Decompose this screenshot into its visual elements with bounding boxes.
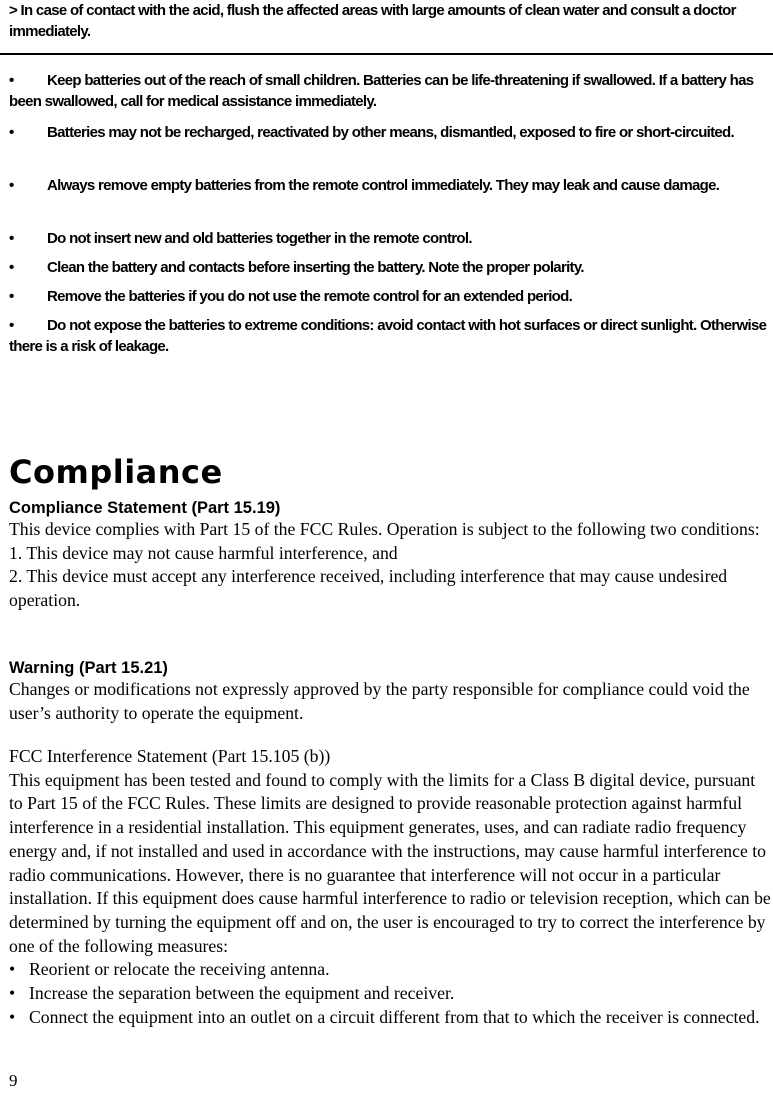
bullet-mark: •: [9, 317, 14, 334]
fcc-interference-body: This equipment has been tested and found to comply with the limits for a Class B digital device, pursuant to Part 15 of the FCC Rules. These limits are designed to provide reasonable protection against harmful interference in a residential installation. This equipment generates, uses, and can radiate radio frequency energy and, if not installed and used in accordance with the instructions, may cause harmful interference to radio communications. However, there is no guarantee that interference will not occur in a particular installation. If this equipment does cause harmful interference to radio or television reception, which can be determined by turning the equipment off and on, the user is encouraged to try to correct the interference by one of the following measures:: [9, 769, 771, 956]
battery-warning-2: [9, 122, 769, 143]
measure-text: Connect the equipment into an outlet on a circuit different from that to which the receiver is connected.: [29, 1006, 760, 1027]
bullet-mark: •: [9, 288, 14, 305]
fcc-interference-title: FCC Interference Statement (Part 15.105 (b)): [9, 746, 331, 766]
battery-warning-7: [9, 315, 769, 357]
measure-text: Reorient or relocate the receiving antenna.: [29, 959, 330, 980]
warning-title: Warning (Part 15.21): [9, 659, 168, 677]
battery-warning-4: [9, 228, 769, 249]
measure-item: [9, 982, 773, 1006]
battery-warning-1: [9, 70, 769, 112]
bullet-mark: •: [9, 230, 14, 247]
acid-contact-note: > In case of contact with the acid, flush the affected areas with large amounts of clean water and consult a doctor immediately.: [9, 2, 736, 40]
bullet-mark: •: [9, 124, 14, 141]
battery-warning-5: [9, 257, 769, 278]
warning-body: Changes or modifications not expressly approved by the party responsible for compliance could void the user’s authority to operate the equipment.: [9, 679, 750, 723]
bullet-mark: •: [9, 72, 14, 89]
measure-item: [9, 958, 773, 982]
battery-warning-text: Do not expose the batteries to extreme conditions: avoid contact with hot surfaces or direct sunlight. Otherwise there is a risk of leakage.: [9, 317, 767, 355]
compliance-statement-title: Compliance Statement (Part 15.19): [9, 499, 281, 517]
statement-intro: This device complies with Part 15 of the FCC Rules. Operation is subject to the following two conditions:: [9, 519, 760, 539]
battery-warning-text: Always remove empty batteries from the remote control immediately. They may leak and cause damage.: [47, 177, 720, 194]
fcc-interference-section: [9, 745, 773, 1029]
condition-2: 2. This device must accept any interference received, including interference that may cause undesired operation.: [9, 566, 728, 611]
battery-warning-text: Clean the battery and contacts before inserting the battery. Note the proper polarity.: [47, 259, 584, 276]
battery-warning-3: [9, 175, 769, 196]
battery-warning-text: Do not insert new and old batteries together in the remote control.: [47, 230, 472, 247]
battery-warning-text: Remove the batteries if you do not use the remote control for an extended period.: [47, 288, 573, 305]
measure-text: Increase the separation between the equipment and receiver.: [29, 983, 455, 1004]
battery-warning-6: [9, 286, 769, 307]
bullet-mark: •: [9, 1006, 16, 1027]
condition-1: 1. This device may not cause harmful interference, and: [9, 542, 398, 563]
section-divider: [0, 53, 773, 55]
battery-warning-text: Keep batteries out of the reach of small children. Batteries can be life-threatening if swallowed. If a battery has been swallowed, call for medical assistance immediately.: [9, 72, 754, 110]
bullet-mark: •: [9, 259, 14, 276]
compliance-heading: Compliance: [9, 453, 223, 491]
measure-item: [9, 1006, 773, 1030]
compliance-statement-body: [9, 518, 773, 613]
page-number: 9: [9, 1071, 18, 1090]
battery-warning-text: Batteries may not be recharged, reactivated by other means, dismantled, exposed to fire or short-circuited.: [47, 124, 734, 141]
bullet-mark: •: [9, 177, 14, 194]
bullet-mark: •: [9, 959, 16, 980]
bullet-mark: •: [9, 983, 16, 1004]
